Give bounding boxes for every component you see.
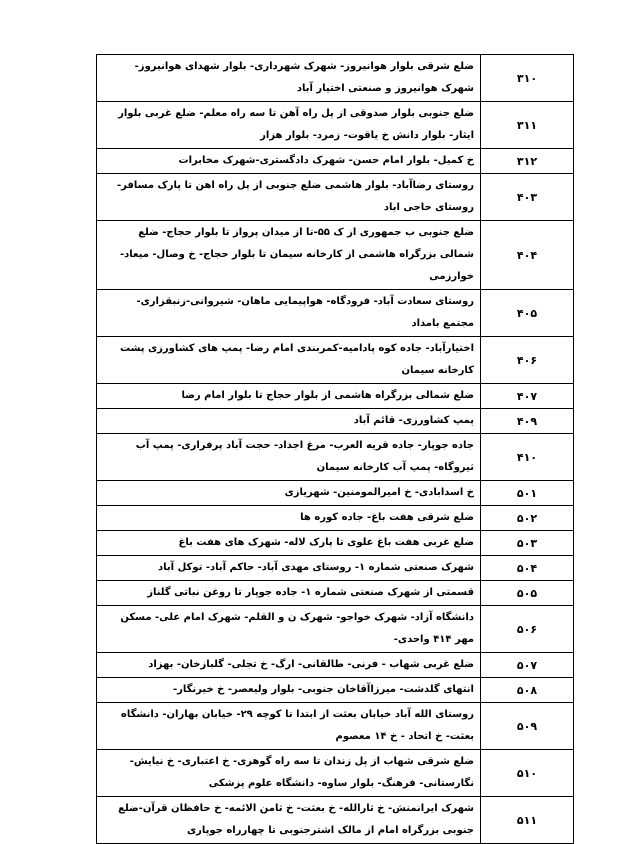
- zone-description-cell: انتهای گلدشت- میرزاآقاخان جنوبی- بلوار ولیعصر- خ خیرنگار-: [97, 678, 481, 703]
- zone-description-cell: ضلع شمالی بزرگراه هاشمی از بلوار حجاج تا بلوار امام رضا: [97, 384, 481, 409]
- table-row: [97, 581, 574, 606]
- table-row: [97, 409, 574, 434]
- zone-description-cell: روستای سعادت آباد- فرودگاه- هواپیمایی ماهان- شیروانی-زنبقزاری- مجتمع بامداد: [97, 290, 481, 337]
- table-row: [97, 750, 574, 797]
- table-row: [97, 481, 574, 506]
- zone-code-cell: ۳۱۱: [481, 102, 574, 149]
- table-row: [97, 174, 574, 221]
- zone-code-cell: ۴۰۶: [481, 337, 574, 384]
- table-row: [97, 653, 574, 678]
- zone-description-cell: خ کمیل- بلوار امام حسن- شهرک دادگستری-شهرک مخابرات: [97, 149, 481, 174]
- zone-description-cell: ضلع شرقی شهاب از پل زندان تا سه راه گوهری- خ اعتباری- خ نیایش- نگارستانی- فرهنگ- بلوار ساوه- دانشگاه علوم پزشکی: [97, 750, 481, 797]
- zones-table-body: [97, 55, 574, 844]
- zone-description-cell: ضلع غربی هفت باغ علوی تا پارک لاله- شهرک های هفت باغ: [97, 531, 481, 556]
- table-row: [97, 290, 574, 337]
- table-row: [97, 55, 574, 102]
- table-row: [97, 102, 574, 149]
- zone-description-cell: ضلع جنوبی ب جمهوری از ک ۵۵-تا از میدان پرواز تا بلوار حجاج- ضلع شمالی بزرگراه هاشمی از کارخانه سیمان تا بلوار حجاج- خ وصال- میعاد- خوارزمی: [97, 221, 481, 290]
- table-row: [97, 797, 574, 844]
- zone-code-cell: ۵۰۷: [481, 653, 574, 678]
- zone-description-cell: اختیارآباد- جاده کوه پادامیه-کمربندی امام رضا- پمپ های کشاورزی پشت کارخانه سیمان: [97, 337, 481, 384]
- zone-code-cell: ۴۰۹: [481, 409, 574, 434]
- zone-code-cell: ۵۰۶: [481, 606, 574, 653]
- zone-code-cell: ۳۱۰: [481, 55, 574, 102]
- zone-code-cell: ۴۰۴: [481, 221, 574, 290]
- zone-code-cell: ۵۰۵: [481, 581, 574, 606]
- table-row: [97, 678, 574, 703]
- zone-description-cell: قسمتی از شهرک صنعتی شماره ۱- جاده جوپار تا روغن نباتی گلناز: [97, 581, 481, 606]
- zone-description-cell: ضلع شرقی بلوار هوانیروز- شهرک شهرداری- بلوار شهدای هوانیروز- شهرک هوانیروز و صنعتی اختیار آباد: [97, 55, 481, 102]
- zone-description-cell: ضلع جنوبی بلوار صدوقی از پل راه آهن تا سه راه معلم- ضلع غربی بلوار ایثار- بلوار دانش خ یاقوت- زمرد- بلوار هزار: [97, 102, 481, 149]
- table-row: [97, 221, 574, 290]
- table-row: [97, 606, 574, 653]
- zone-code-cell: ۵۰۲: [481, 506, 574, 531]
- zone-description-cell: جاده جوپار- جاده قریه العرب- مرغ اجداد- حجت آباد پرفراری- پمپ آب ثیروگاه- پمپ آب کارخانه سیمان: [97, 434, 481, 481]
- zone-code-cell: ۵۰۹: [481, 703, 574, 750]
- zones-table: [96, 54, 574, 844]
- zone-description-cell: روستای رضاآباد- بلوار هاشمی ضلع جنوبی از پل راه اهن تا پارک مسافر- روستای حاجی اباد: [97, 174, 481, 221]
- zone-code-cell: ۵۰۱: [481, 481, 574, 506]
- zone-code-cell: ۴۱۰: [481, 434, 574, 481]
- table-row: [97, 506, 574, 531]
- zone-description-cell: پمپ کشاورزی- قائم آباد: [97, 409, 481, 434]
- zone-code-cell: ۴۰۳: [481, 174, 574, 221]
- zone-code-cell: ۵۱۱: [481, 797, 574, 844]
- zone-code-cell: ۵۰۸: [481, 678, 574, 703]
- table-row: [97, 556, 574, 581]
- zone-description-cell: ضلع غربی شهاب - فرنی- طالقانی- ارگ- خ تجلی- گلبازخان- بهزاد: [97, 653, 481, 678]
- table-row: [97, 337, 574, 384]
- zone-description-cell: ضلع شرقی هفت باغ- جاده کوره ها: [97, 506, 481, 531]
- zone-code-cell: ۳۱۲: [481, 149, 574, 174]
- table-row: [97, 149, 574, 174]
- table-row: [97, 434, 574, 481]
- zone-description-cell: دانشگاه آزاد- شهرک خواجو- شهرک ن و القلم- شهرک امام علی- مسکن مهر ۴۱۴ واحدی-: [97, 606, 481, 653]
- table-row: [97, 384, 574, 409]
- zone-description-cell: شهرک ایرانمنش- خ ثارالله- خ بعثت- خ ثامن الائمه- خ حافظان قرآن-ضلع جنوبی بزرگراه امام از مالک اشترجنوبی تا چهارراه جوپاری: [97, 797, 481, 844]
- zone-code-cell: ۴۰۵: [481, 290, 574, 337]
- table-row: [97, 703, 574, 750]
- zone-description-cell: روستای الله آباد خیابان بعثت از ابتدا تا کوچه ۲۹- خیابان بهاران- دانشگاه بعثت- خ اتحاد - خ ۱۴ معصوم: [97, 703, 481, 750]
- zone-code-cell: ۴۰۷: [481, 384, 574, 409]
- zone-code-cell: ۵۱۰: [481, 750, 574, 797]
- zone-description-cell: خ اسدابادی- خ امیرالمومنین- شهریازی: [97, 481, 481, 506]
- zone-code-cell: ۵۰۳: [481, 531, 574, 556]
- zone-description-cell: شهرک صنعتی شماره ۱- روستای مهدی آباد- حاکم آباد- توکل آباد: [97, 556, 481, 581]
- zone-code-cell: ۵۰۴: [481, 556, 574, 581]
- table-row: [97, 531, 574, 556]
